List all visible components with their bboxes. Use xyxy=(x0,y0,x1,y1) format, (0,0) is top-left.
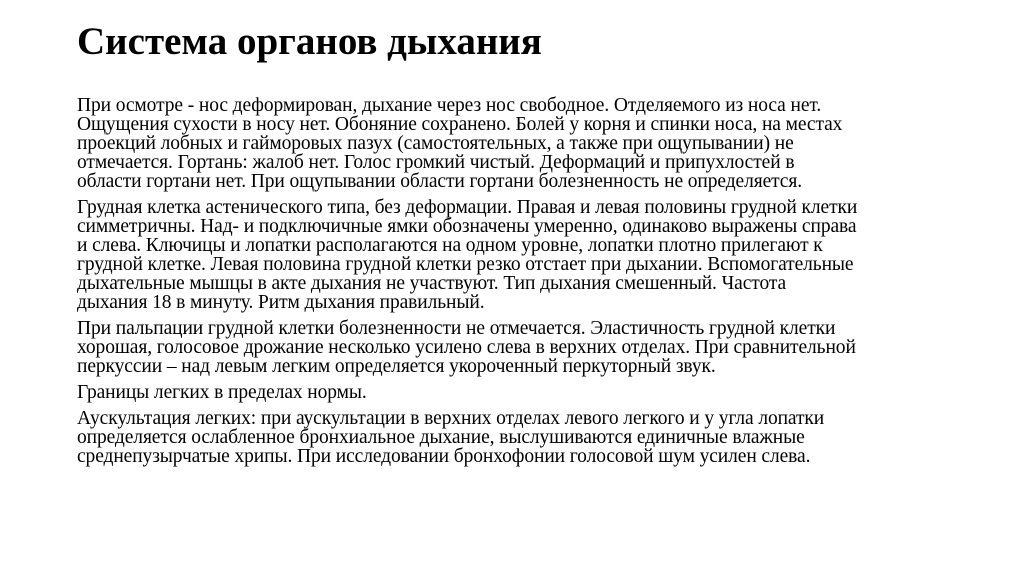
text-line: дыхательные мышцы в акте дыхания не участвуют. Тип дыхания смешенный. Частота xyxy=(77,273,787,294)
text-line: определяется ослабленное бронхиальное дыхание, выслушиваются единичные влажные xyxy=(77,427,805,448)
text-line: Аускультация легких: при аускультации в верхних отделах левого легкого и у угла лопатки xyxy=(77,408,825,429)
text-line: отмечается. Гортань: жалоб нет. Голос громкий чистый. Деформаций и припухлостей в xyxy=(77,152,795,173)
text-line: При осмотре - нос деформирован, дыхание через нос свободное. Отделяемого из носа нет. xyxy=(77,95,822,116)
text-line: грудной клетке. Левая половина грудной клетки резко отстает при дыхании. Вспомогательные xyxy=(77,254,854,275)
paragraph-chest-inspection xyxy=(77,198,967,312)
text-line: При пальпации грудной клетки болезненности не отмечается. Эластичность грудной клетки xyxy=(77,318,836,339)
paragraph-auscultation xyxy=(77,409,967,466)
text-line: хорошая, голосовое дрожание несколько усилено слева в верхних отделах. При сравнительной xyxy=(77,337,856,358)
paragraph-lung-borders xyxy=(77,383,967,402)
text-line: дыхания 18 в минуту. Ритм дыхания правильный. xyxy=(77,292,485,313)
text-line: Границы легких в пределах нормы. xyxy=(77,382,367,403)
text-line: среднепузырчатые хрипы. При исследовании бронхофонии голосовой шум усилен слева. xyxy=(77,446,811,467)
text-line: области гортани нет. При ощупывании области гортани болезненность не определяется. xyxy=(77,171,803,192)
text-line: Грудная клетка астенического типа, без деформации. Правая и левая половины грудной клетки xyxy=(77,197,858,218)
paragraph-palpation-percussion xyxy=(77,319,967,376)
text-line: проекций лобных и гайморовых пазух (самостоятельных, а также при ощупывании) не xyxy=(77,133,794,154)
text-line: симметричны. Над- и подключичные ямки обозначены умеренно, одинаково выражены справа xyxy=(77,216,857,237)
paragraph-nose-larynx xyxy=(77,96,967,191)
text-line: и слева. Ключицы и лопатки располагаются на одном уровне, лопатки плотно прилегают к xyxy=(77,235,823,256)
slide-title: Система органов дыхания xyxy=(77,20,542,63)
text-line: перкуссии – над левым легким определяется укороченный перкуторный звук. xyxy=(77,356,716,377)
text-line: Ощущения сухости в носу нет. Обоняние сохранено. Болей у корня и спинки носа, на местах xyxy=(77,114,843,135)
slide-body xyxy=(77,96,967,473)
